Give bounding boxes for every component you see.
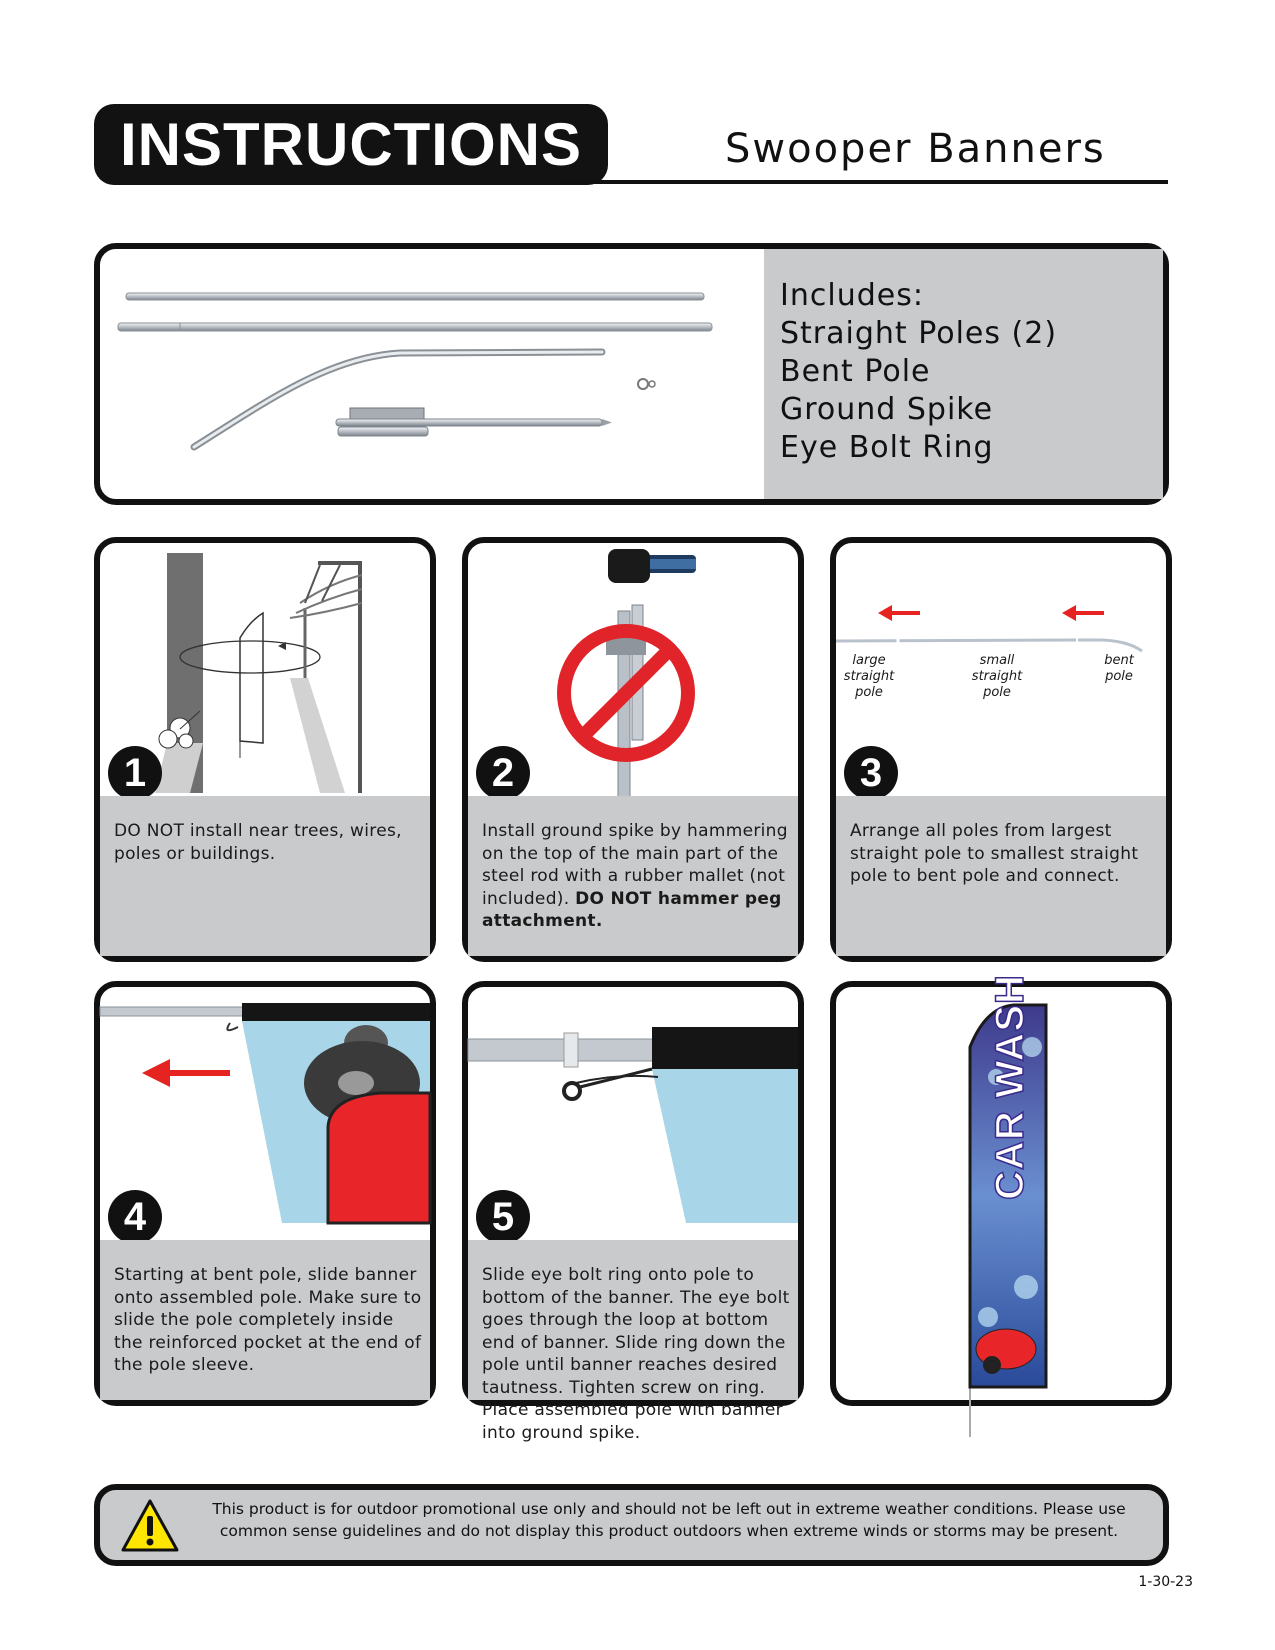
warning-text: This product is for outdoor promotional use only and should not be left out in extreme weather conditions. Please use common sense guidelines and do not display this product outdoors when extreme winds or storms may be present. bbox=[212, 1500, 1126, 1540]
includes-panel bbox=[94, 243, 1169, 505]
step-card-3 bbox=[830, 537, 1172, 962]
document-date: 1-30-23 bbox=[1138, 1574, 1193, 1590]
includes-item: Eye Bolt Ring bbox=[780, 430, 994, 465]
step-text bbox=[482, 820, 792, 933]
step-number-badge: 5 bbox=[476, 1190, 530, 1244]
finished-banner-card bbox=[830, 974, 1172, 1406]
step-text: Arrange all poles from largest straight pole to smallest straight pole to bent pole and connect. bbox=[850, 821, 1139, 886]
step-number-badge: 3 bbox=[844, 746, 898, 800]
step-number-badge: 1 bbox=[108, 746, 162, 800]
step-card-4 bbox=[94, 981, 436, 1406]
step-card-5 bbox=[462, 981, 804, 1443]
includes-item: Bent Pole bbox=[780, 354, 931, 389]
page-title: INSTRUCTIONS bbox=[120, 111, 582, 178]
page-subtitle: Swooper Banners bbox=[725, 126, 1106, 172]
warning-bar bbox=[94, 1484, 1169, 1566]
header-rule bbox=[560, 180, 1168, 184]
step-card-2 bbox=[462, 537, 804, 962]
label-bent-pole: bent pole bbox=[1104, 653, 1134, 684]
includes-item: Ground Spike bbox=[780, 392, 994, 427]
step-text: Starting at bent pole, slide banner onto assembled pole. Make sure to slide the pole completely inside the reinforced pocket at the end of the pole sleeve. bbox=[114, 1265, 422, 1375]
banner-text: CAR WASH bbox=[988, 974, 1032, 1200]
step-number-badge: 4 bbox=[108, 1190, 162, 1244]
warning-icon bbox=[120, 1498, 180, 1554]
step-text: DO NOT install near trees, wires, poles or buildings. bbox=[114, 821, 402, 864]
step-card-1 bbox=[94, 537, 436, 962]
includes-heading: Includes: bbox=[780, 278, 924, 313]
step-text: Slide eye bolt ring onto pole to bottom of the banner. The eye bolt goes through the loop at bottom end of banner. Slide ring down the pole until banner reaches desired tautness. Tighten screw on ring. Place assembled pole with banner into ground spike. bbox=[482, 1265, 790, 1443]
step-text-body: Install ground spike by hammering on the top of the main part of the steel rod with a rubber mallet (not included). bbox=[482, 821, 788, 909]
includes-list bbox=[780, 277, 1057, 467]
label-small-pole: small straight pole bbox=[971, 653, 1023, 700]
parts-illustration bbox=[100, 249, 764, 499]
label-large-pole: large straight pole bbox=[843, 653, 895, 700]
includes-item: Straight Poles (2) bbox=[780, 316, 1058, 351]
step-number-badge: 2 bbox=[476, 746, 530, 800]
step-text-warning: DO NOT hammer peg attachment. bbox=[482, 888, 782, 931]
